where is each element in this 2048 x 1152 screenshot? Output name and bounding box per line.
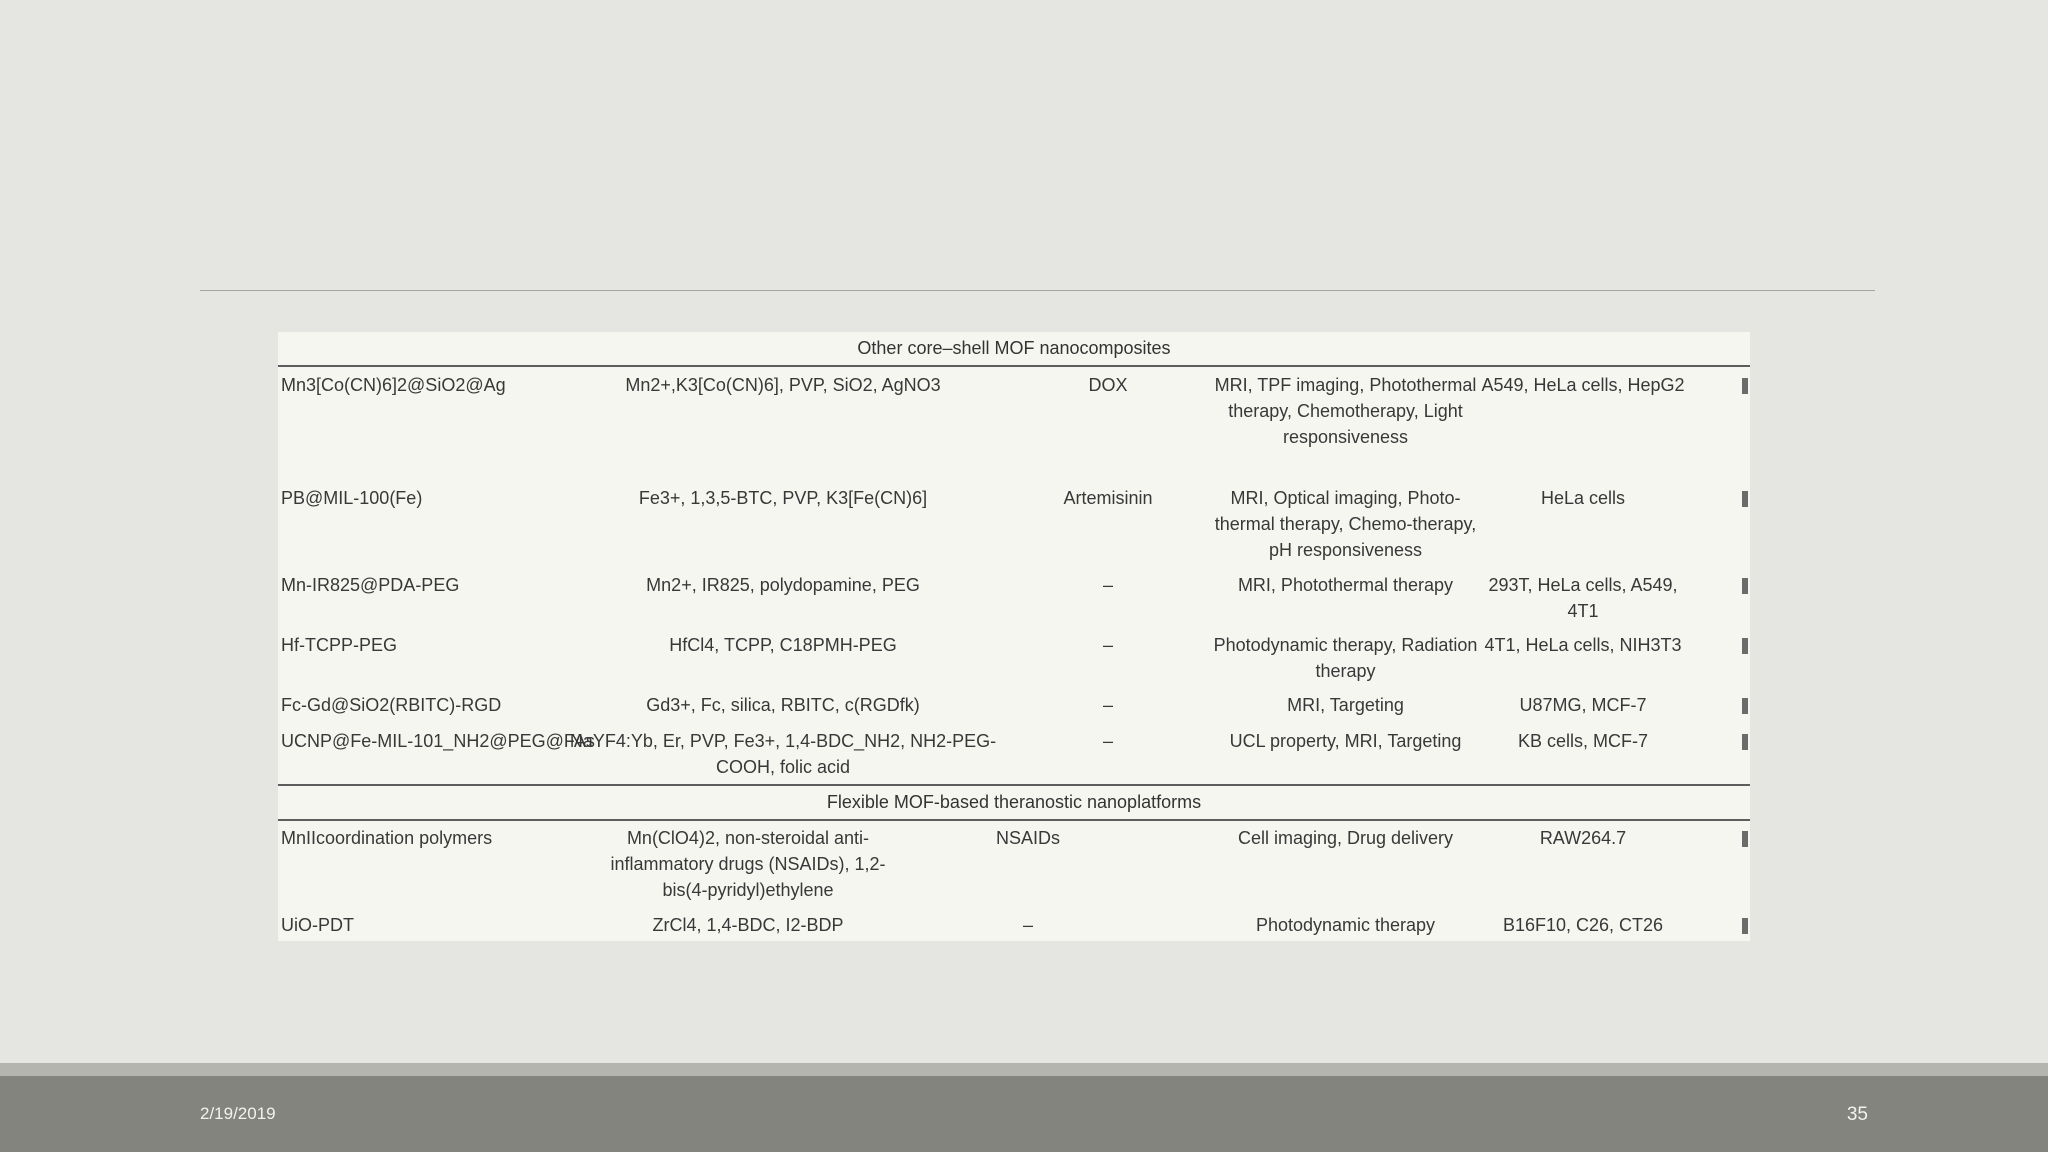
footer-bar [0,1076,2048,1152]
section-title-core-shell: Other core–shell MOF nanocomposites [857,338,1171,358]
precursors-cell: Mn(ClO4)2, non-steroidal anti-inflammatory drugs (NSAIDs), 1,2-bis(4-pyridyl)ethylene [610,828,886,900]
mof-cell: Hf-TCPP-PEG [281,635,398,655]
row-marker [1742,734,1748,750]
mof-cell: Fc-Gd@SiO2(RBITC)-RGD [281,695,502,715]
cells-cell: 293T, HeLa cells, A549, 4T1 [1488,575,1678,621]
mof-table-image [278,332,1750,941]
row-marker [1742,698,1748,714]
cells-cell: HeLa cells [1540,488,1626,508]
cells-cell: KB cells, MCF-7 [1517,731,1649,751]
drug-cell: – [1102,695,1113,715]
drug-cell: NSAIDs [995,828,1060,848]
slide-number: 35 [1846,1104,1868,1125]
mof-cell: Mn-IR825@PDA-PEG [281,575,460,595]
section-title-flexible: Flexible MOF-based theranostic nanoplatforms [826,792,1202,812]
drug-cell: – [1102,575,1113,595]
footer-accent-strip [0,1063,2048,1076]
row-marker [1742,918,1748,934]
application-cell: MRI, Photothermal therapy [1237,575,1454,595]
application-cell: Photodynamic therapy, Radiation therapy [1213,635,1478,681]
precursors-cell: HfCl4, TCPP, C18PMH-PEG [669,635,897,655]
precursors-cell: Fe3+, 1,3,5-BTC, PVP, K3[Fe(CN)6] [638,488,928,508]
application-cell: Photodynamic therapy [1255,915,1436,935]
row-marker [1742,578,1748,594]
drug-cell: DOX [1088,375,1128,395]
cells-cell: 4T1, HeLa cells, NIH3T3 [1484,635,1682,655]
mof-cell: PB@MIL-100(Fe) [281,488,423,508]
drug-cell: Artemisinin [1063,488,1153,508]
row-marker [1742,491,1748,507]
precursors-cell: Mn2+,K3[Co(CN)6], PVP, SiO2, AgNO3 [625,375,941,395]
mof-cell: UCNP@Fe-MIL-101_NH2@PEG@FAs [281,731,595,751]
application-cell: UCL property, MRI, Targeting [1229,731,1462,751]
precursors-cell: Gd3+, Fc, silica, RBITC, c(RGDfk) [646,695,920,715]
application-cell: MRI, TPF imaging, Photothermal therapy, Chemotherapy, Light responsiveness [1214,375,1477,447]
precursors-cell: ZrCl4, 1,4-BDC, I2-BDP [652,915,844,935]
row-marker [1742,831,1748,847]
cells-cell: A549, HeLa cells, HepG2 [1481,375,1685,395]
cells-cell: U87MG, MCF-7 [1519,695,1647,715]
precursors-cell: NaYF4:Yb, Er, PVP, Fe3+, 1,4-BDC_NH2, NH2-PEG-COOH, folic acid [569,731,997,777]
slide-date: 2/19/2019 [200,1104,276,1123]
application-cell: Cell imaging, Drug delivery [1237,828,1454,848]
cells-cell: RAW264.7 [1539,828,1627,848]
application-cell: MRI, Targeting [1287,695,1404,715]
drug-cell: – [1022,915,1033,935]
row-marker [1742,378,1748,394]
table-rule [278,819,1750,821]
table-rule [278,365,1750,367]
mof-cell: UiO-PDT [281,915,354,935]
mof-cell: MnIIcoordination polymers [281,828,493,848]
title-divider [200,290,1875,291]
application-cell: MRI, Optical imaging, Photo-thermal therapy, Chemo-therapy, pH responsiveness [1214,488,1477,560]
drug-cell: – [1102,635,1113,655]
table-rule [278,784,1750,786]
precursors-cell: Mn2+, IR825, polydopamine, PEG [646,575,920,595]
drug-cell: – [1102,731,1113,751]
cells-cell: B16F10, C26, CT26 [1502,915,1664,935]
row-marker [1742,638,1748,654]
mof-cell: Mn3[Co(CN)6]2@SiO2@Ag [281,375,506,395]
